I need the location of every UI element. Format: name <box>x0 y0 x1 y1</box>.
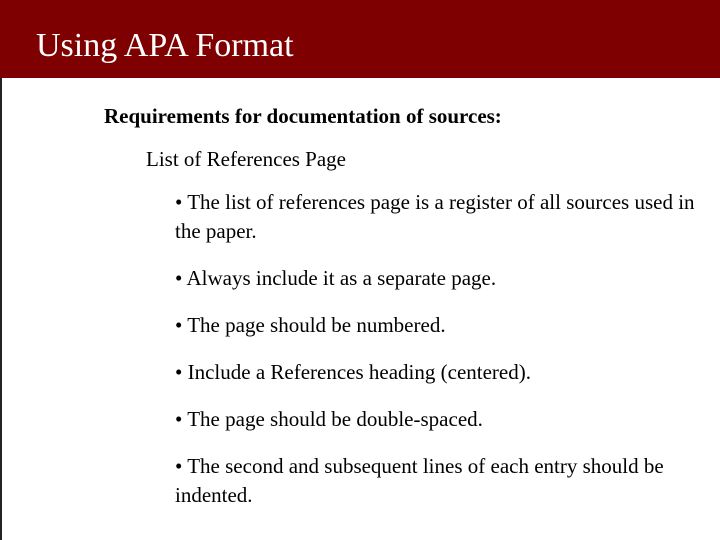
bullet-marker: • <box>175 454 183 478</box>
bullet-marker: • <box>175 190 183 214</box>
bullet-item <box>175 188 695 246</box>
slide-title: Using APA Format <box>36 27 294 64</box>
bullet-item <box>175 264 695 293</box>
bullet-text: The second and subsequent lines of each entry should be indented. <box>175 454 664 507</box>
bullet-text: Include a References heading (centered). <box>187 360 531 384</box>
section-subheading: List of References Page <box>146 147 347 171</box>
bullet-marker: • <box>175 407 183 431</box>
left-border <box>0 78 2 540</box>
bullet-marker: • <box>175 266 183 290</box>
title-bar <box>0 0 720 78</box>
bullet-item <box>175 452 695 510</box>
bullet-text: Always include it as a separate page. <box>186 266 497 290</box>
bullet-item <box>175 311 695 340</box>
bullet-list <box>175 188 695 528</box>
bullet-item <box>175 358 695 387</box>
bullet-text: The page should be numbered. <box>187 313 446 337</box>
bullet-item <box>175 405 695 434</box>
bullet-marker: • <box>175 313 183 337</box>
bullet-text: The page should be double-spaced. <box>187 407 483 431</box>
section-heading: Requirements for documentation of sources: <box>104 104 502 128</box>
bullet-marker: • <box>175 360 183 384</box>
bullet-text: The list of references page is a register of all sources used in the paper. <box>175 190 695 243</box>
